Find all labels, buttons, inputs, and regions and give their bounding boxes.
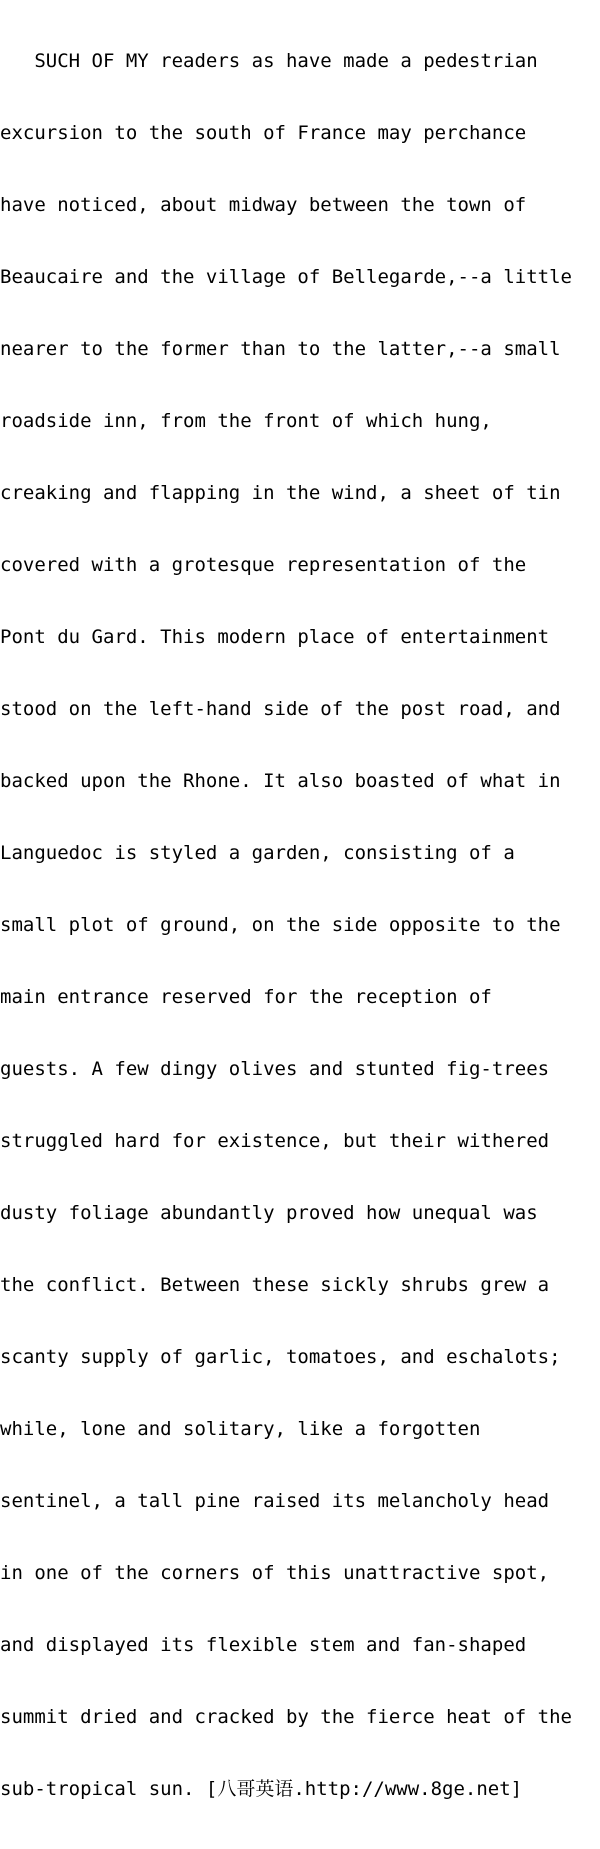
text-line-23: and displayed its flexible stem and fan-shaped [0, 1634, 527, 1656]
text-line-25: sub-tropical sun. [八哥英语.http://www.8ge.net] [0, 1778, 523, 1800]
text-line-10: stood on the left-hand side of the post road, and [0, 698, 561, 720]
text-line-9: Pont du Gard. This modern place of entertainment [0, 626, 550, 648]
text-line-4: Beaucaire and the village of Bellegarde,--a little [0, 266, 572, 288]
text-line-20: while, lone and solitary, like a forgotten [0, 1418, 481, 1440]
text-line-21: sentinel, a tall pine raised its melancholy head [0, 1490, 550, 1512]
text-line-8: covered with a grotesque representation of the [0, 554, 527, 576]
text-line-14: main entrance reserved for the reception of [0, 986, 492, 1008]
text-line-12: Languedoc is styled a garden, consisting of a [0, 842, 515, 864]
body-text [0, 1, 600, 1849]
text-line-7: creaking and flapping in the wind, a sheet of tin [0, 482, 561, 504]
text-line-13: small plot of ground, on the side opposite to the [0, 914, 561, 936]
text-line-24: summit dried and cracked by the fierce heat of the [0, 1706, 572, 1728]
text-line-22: in one of the corners of this unattractive spot, [0, 1562, 550, 1584]
text-line-16: struggled hard for existence, but their withered [0, 1130, 550, 1152]
text-line-15: guests. A few dingy olives and stunted fig-trees [0, 1058, 550, 1080]
text-line-17: dusty foliage abundantly proved how unequal was [0, 1202, 538, 1224]
text-line-5: nearer to the former than to the latter,--a small [0, 338, 561, 360]
text-line-11: backed upon the Rhone. It also boasted of what in [0, 770, 561, 792]
text-line-3: have noticed, about midway between the town of [0, 194, 527, 216]
text-line-18: the conflict. Between these sickly shrubs grew a [0, 1274, 550, 1296]
text-line-2: excursion to the south of France may perchance [0, 122, 527, 144]
text-line-6: roadside inn, from the front of which hung, [0, 410, 492, 432]
text-line-1: SUCH OF MY readers as have made a pedestrian [0, 50, 538, 72]
text-line-19: scanty supply of garlic, tomatoes, and eschalots; [0, 1346, 561, 1368]
